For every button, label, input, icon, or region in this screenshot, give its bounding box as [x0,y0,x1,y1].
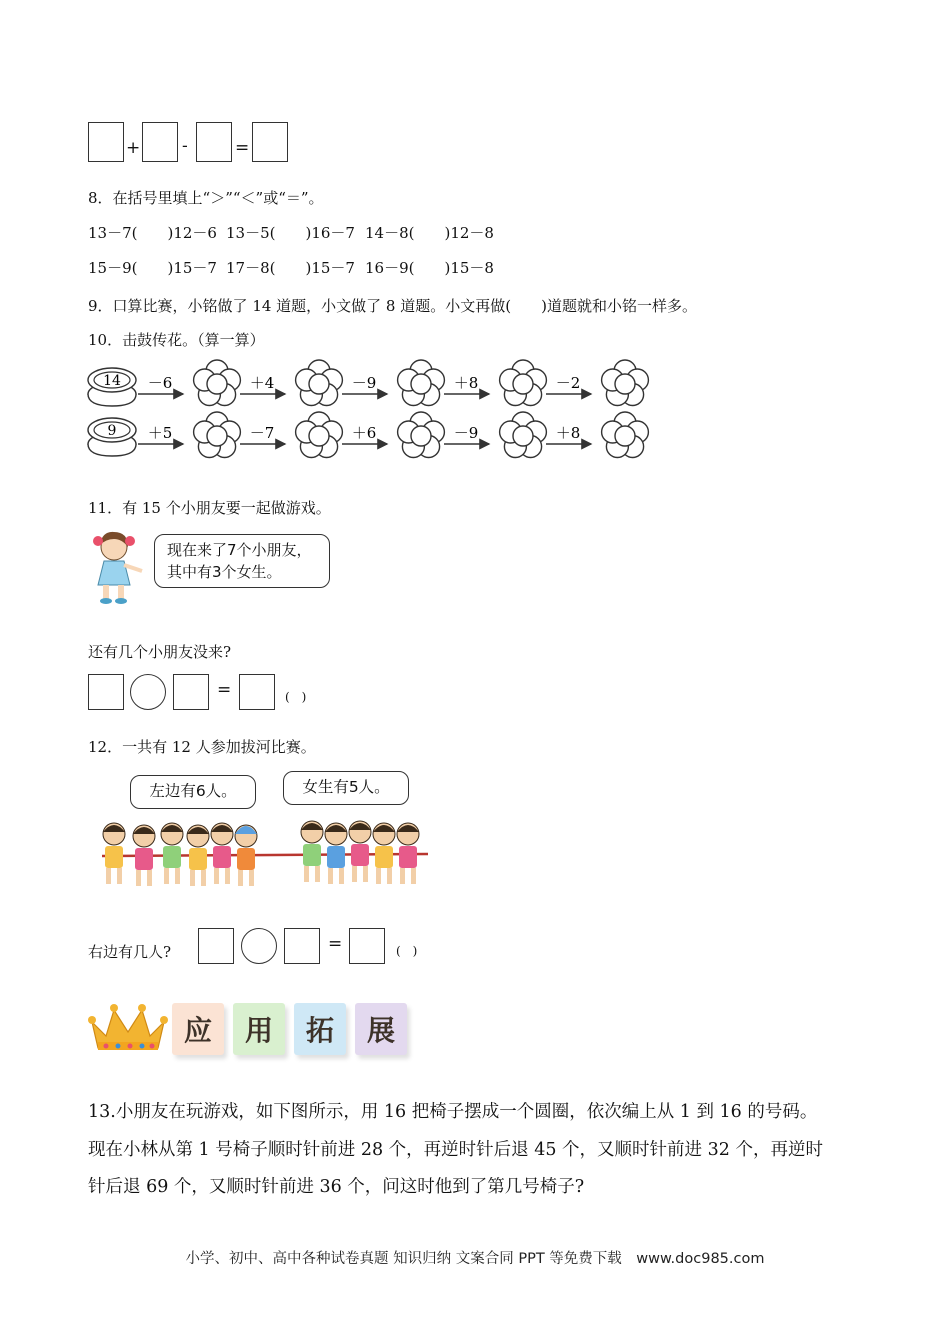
answer-box[interactable] [142,122,178,162]
q11-title: 11．有 15 个小朋友要一起做游戏。 [88,499,331,517]
answer-box[interactable] [252,122,288,162]
flower-icon [602,360,649,406]
q8-item: 15－9( )15－7 [88,259,217,277]
operator-circle[interactable] [130,674,166,710]
answer-box[interactable] [284,928,320,964]
q8-title: 8．在括号里填上“＞”“＜”或“＝”。 [88,189,324,207]
q13-line: 现在小林从第 1 号椅子顺时针前进 28 个，再逆时针后退 45 个，又顺时针前进 32 个，再逆时 [88,1140,823,1160]
flower-icon [398,412,445,458]
q11-question: 还有几个小朋友没来? [88,643,232,661]
equals-sign: = [217,680,232,700]
unit-paren: ( ) [396,944,418,958]
q11-speech-bubble [154,534,330,588]
q12-bubble-left: 左边有6人。 [130,775,256,809]
flow-row-2 [138,412,648,458]
drum-start-number: 9 [107,423,117,439]
speech-line: 其中有3个女生。 [167,563,282,581]
equals-sign: = [235,138,250,158]
flow-row-1 [138,360,648,406]
op-label: ＋5 [147,424,173,442]
minus-sign: - [182,136,188,156]
q8-item: 14－8( )12－8 [365,224,494,242]
banner-char: 拓 [294,1003,346,1055]
banner-char: 应 [172,1003,224,1055]
op-label: ＋8 [453,374,479,392]
q12-question: 右边有几人? [88,943,172,961]
flower-icon [500,412,547,458]
flower-icon [500,360,547,406]
op-label: －9 [351,374,377,392]
operator-circle[interactable] [241,928,277,964]
unit-paren: ( ) [285,690,307,704]
q8-item: 13－5( )16－7 [226,224,355,242]
answer-box[interactable] [196,122,232,162]
answer-box[interactable] [239,674,275,710]
footer-text: 小学、初中、高中各种试卷真题 知识归纳 文案合同 PPT 等免费下载 www.doc985.com [185,1251,765,1267]
tug-of-war-illustration [92,812,438,896]
q9-text: 9．口算比赛，小铭做了 14 道题，小文做了 8 道题。小文再做( )道题就和小铭一样多。 [88,297,697,315]
answer-box[interactable] [88,122,124,162]
right-team [301,821,419,884]
q8-item: 17－8( )15－7 [226,259,355,277]
drum-icon [88,418,136,456]
equals-sign: = [328,934,343,954]
answer-box[interactable] [349,928,385,964]
flower-icon [296,412,343,458]
q12-bubble-right: 女生有5人。 [283,771,409,805]
drum-start-number: 14 [103,373,121,389]
q8-item: 16－9( )15－8 [365,259,494,277]
flower-icon [398,360,445,406]
plus-sign: + [126,138,141,158]
answer-box[interactable] [198,928,234,964]
q13-line: 13.小朋友在玩游戏，如下图所示，用 16 把椅子摆成一个圆圈，依次编上从 1 到 16 的号码。 [88,1102,818,1122]
q12-title: 12．一共有 12 人参加拔河比赛。 [88,738,316,756]
flower-icon [194,412,241,458]
q8-item: 13－7( )12－6 [88,224,217,242]
op-label: －7 [249,424,275,442]
answer-box[interactable] [88,674,124,710]
banner-char: 用 [233,1003,285,1055]
q10-title: 10．击鼓传花。（算一算） [88,331,265,349]
op-label: ＋8 [555,424,581,442]
banner-char: 展 [355,1003,407,1055]
op-label: －2 [555,374,581,392]
flower-icon [296,360,343,406]
op-label: －6 [147,374,173,392]
girl-illustration [86,527,148,607]
flower-icon [602,412,649,458]
answer-box[interactable] [173,674,209,710]
q10-flow-diagram [80,356,680,472]
op-label: －9 [453,424,479,442]
crown-icon [88,1002,168,1054]
speech-line: 现在来了7个小朋友， [167,541,312,559]
drum-icon [88,368,136,406]
op-label: ＋4 [249,374,275,392]
flower-icon [194,360,241,406]
q13-line: 针后退 69 个，又顺时针前进 36 个，问这时他到了第几号椅子? [88,1177,585,1197]
op-label: ＋6 [351,424,377,442]
